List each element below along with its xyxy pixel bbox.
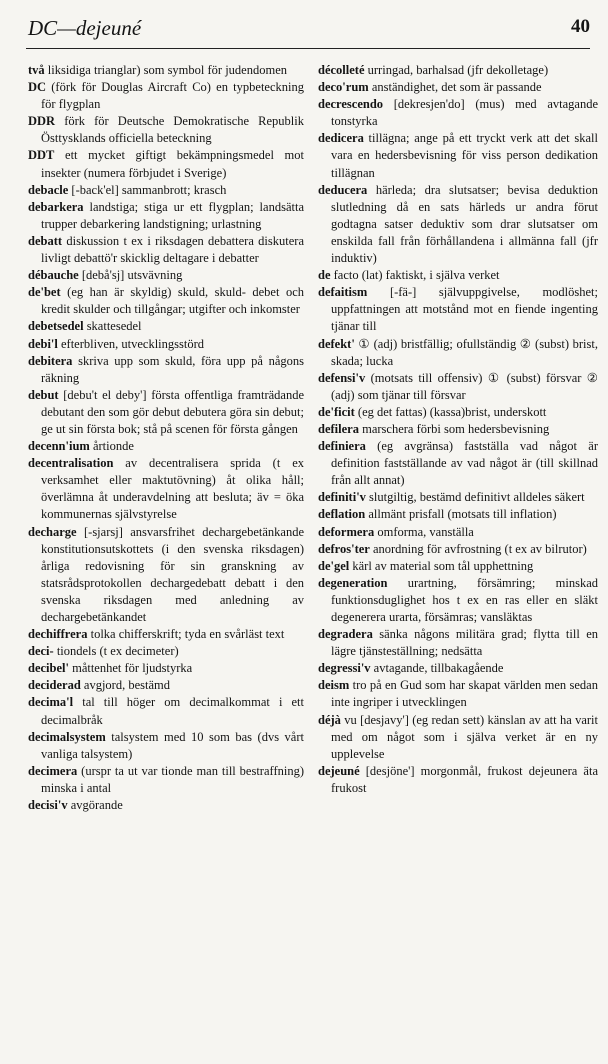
headword-range: DC—dejeuné xyxy=(28,16,142,40)
left-column xyxy=(28,62,304,1052)
dictionary-entry: definiti'v slutgiltig, bestämd definitivt alldeles säkert xyxy=(318,490,585,505)
dictionary-entry: decrescendo [dekresjen'do] (mus) med avtagande tonstyrka xyxy=(318,97,598,129)
dictionary-entry: deism tro på en Gud som har skapat världen men sedan inte ingriper i utvecklingen xyxy=(318,678,598,710)
dictionary-entry: decenn'ium årtionde xyxy=(28,439,134,454)
dictionary-entry: DDT ett mycket giftigt bekämpningsmedel mot insekter (numera förbjudet i Sverige) xyxy=(28,148,304,180)
page-number: 40 xyxy=(571,16,590,37)
dictionary-entry: de'ficit (eg det fattas) (kassa)brist, underskott xyxy=(318,404,547,419)
dictionary-entry: debatt diskussion t ex i riksdagen debattera diskutera livligt debattö'r skicklig deltagare i debatter xyxy=(28,233,304,266)
dictionary-entry: deflation allmänt prisfall (motsats till inflation) xyxy=(318,507,557,522)
dictionary-entry: definiera (eg avgränsa) fastställa vad något är definition fastställande av vad något är (till skillnad från allt annat) xyxy=(318,439,598,488)
dictionary-entry: defros'ter anordning för avfrostning (t ex av bilrutor) xyxy=(318,541,587,556)
dictionary-entry: dedicera tillägna; ange på ett tryckt verk att det skall vara en hedersbevisning för viss person dedikation tillägnan xyxy=(318,131,598,180)
dictionary-entry: decimera (urspr ta ut var tionde man till bestraffning) minska i antal xyxy=(28,763,304,795)
dictionary-entry: degressi'v avtagande, tillbakagående xyxy=(318,661,504,676)
dictionary-entry: deciderad avgjord, bestämd xyxy=(28,678,170,693)
header-rule xyxy=(26,48,590,49)
dictionary-entry: de facto (lat) faktiskt, i själva verket xyxy=(318,268,500,283)
dictionary-entry: decimalsystem talsystem med 10 som bas (dvs vårt vanliga talsystem) xyxy=(28,729,304,761)
right-column xyxy=(318,62,598,1052)
dictionary-entry: debitera skriva upp som skuld, föra upp på någons räkning xyxy=(28,353,304,385)
dictionary-entry: deducera härleda; dra slutsatser; bevisa deduktion slutledning då en sats härleds ur andra förut godtagna satser deduktiv som drar slutsatser om enskilda fall från förhållandena i allmänna fall (jfr induktiv) xyxy=(318,182,598,266)
dictionary-entry: decibel' måttenhet för ljudstyrka xyxy=(28,661,193,676)
dictionary-entry: debarkera landstiga; stiga ur ett flygplan; landsätta trupper debarkering landstigning; urlastning xyxy=(28,199,304,231)
dictionary-entry: decharge [-sjarsj] ansvarsfrihet dechargebetänkande konstitutionsutskottets (i den svenska riksdagen) årliga redovisning för sin granskning av statsrådsprotokollen dechargedebatt debatt i den svenska riksdagen med anledning av dechargebetänkandet xyxy=(28,524,304,624)
dictionary-entry: DC (förk för Douglas Aircraft Co) en typbeteckning för flygplan xyxy=(28,80,304,112)
dictionary-entry: decisi'v avgörande xyxy=(28,798,123,813)
dictionary-entry: debetsedel skattesedel xyxy=(28,319,142,334)
dictionary-entry: de'bet (eg han är skyldig) skuld, skuld- debet och kredit skulder och tillgångar; utgifter och inkomster xyxy=(28,285,304,317)
dictionary-entry: décolleté urringad, barhalsad (jfr dekolletage) xyxy=(318,63,549,77)
dictionary-entry: decentralisation av decentralisera sprida (t ex verksamhet eller maktutövning) åt olika håll; överlämna åt underavdelning att besluta; äv = öka kommunernas självstyrelse xyxy=(28,456,304,522)
dictionary-entry: defaitism [-fä-] självuppgivelse, modlöshet; uppfattningen att motstånd mot en fiende ingenting tjänar till xyxy=(318,285,598,334)
dictionary-entry: decima'l tal till höger om decimalkommat i ett decimalbråk xyxy=(28,695,304,727)
dictionary-entry: defekt' ① (adj) bristfällig; ofullständig ② (subst) brist, skada; lucka xyxy=(318,336,598,368)
dictionary-entry: déjà vu [desjavy'] (eg redan sett) känslan av att ha varit med om något som i själva verket är en ny upplevelse xyxy=(318,712,598,761)
dictionary-entry: defensi'v (motsats till offensiv) ① (subst) försvar ② (adj) som tjänar till försvar xyxy=(318,370,598,402)
dictionary-entry: debut [debu't el deby'] första offentliga framträdande debutant den som gör debut debutera göra sin debut; ge ut sin första bok; stå på scenen för första gången xyxy=(28,387,304,436)
dictionary-entry: dechiffrera tolka chifferskrift; tyda en svårläst text xyxy=(28,627,285,642)
dictionary-entry: degradera sänka någons militära grad; flytta till en lägre tjänsteställning; nedsätta xyxy=(318,627,598,659)
dictionary-entry: débauche [debå'sj] utsvävning xyxy=(28,268,183,283)
dictionary-entry: deci- tiondels (t ex decimeter) xyxy=(28,644,179,659)
dictionary-entry: defilera marschera förbi som hedersbevisning xyxy=(318,421,550,436)
page-header xyxy=(28,12,590,48)
dictionary-entry: debi'l efterbliven, utvecklingsstörd xyxy=(28,336,205,351)
dictionary-entry: degeneration urartning, försämring; minskad funktionsduglighet hos t ex en ras eller en släkt degenerera urarta, försämras; vansläktas xyxy=(318,575,598,624)
dictionary-entry: de'gel kärl av material som tål upphettning xyxy=(318,558,534,573)
dictionary-entry: deformera omforma, vanställa xyxy=(318,524,474,539)
dictionary-entry: deco'rum anständighet, det som är passande xyxy=(318,80,542,95)
dictionary-entry: två liksidiga trianglar) som symbol för judendomen xyxy=(28,63,287,77)
dictionary-entry: dejeuné [desjöne'] morgonmål, frukost dejeunera äta frukost xyxy=(318,763,598,795)
dictionary-entry: DDR förk för Deutsche Demokratische Republik Östtysklands officiella beteckning xyxy=(28,114,304,146)
dictionary-entry: debacle [-back'el] sammanbrott; krasch xyxy=(28,182,227,197)
